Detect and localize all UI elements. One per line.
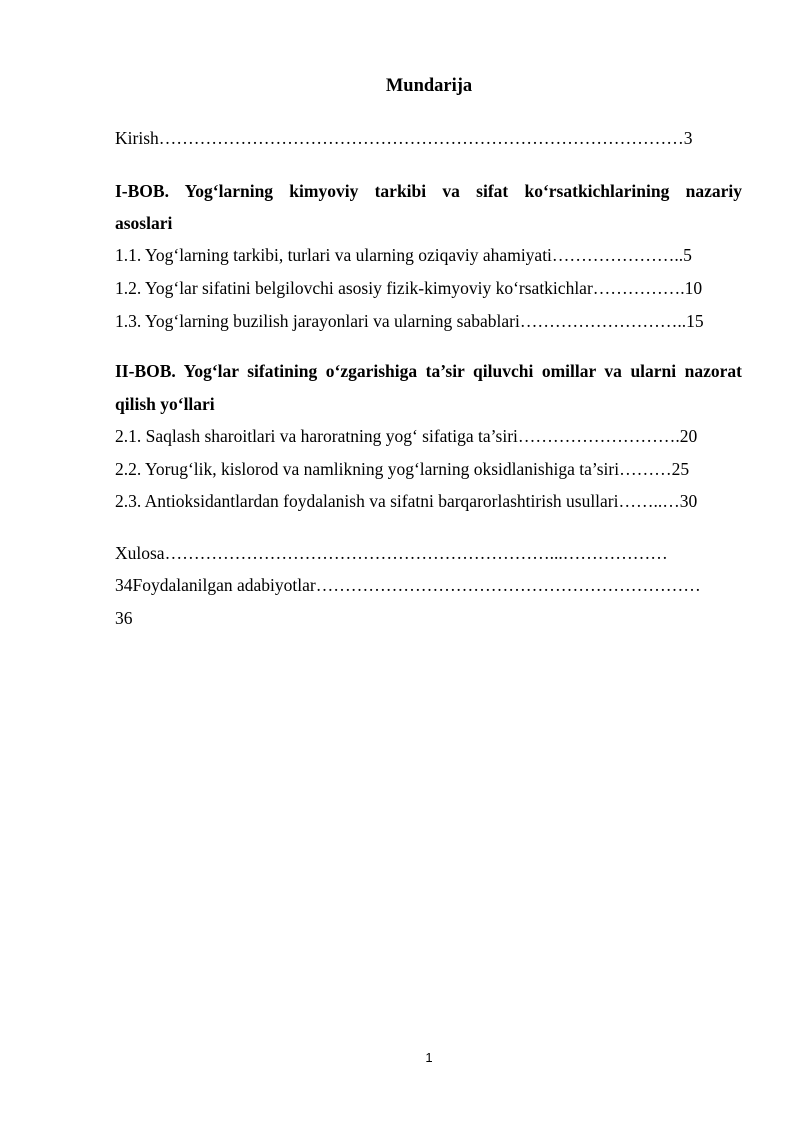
toc-chapter-2-heading: II-BOB. Yog‘lar sifatining o‘zgarishiga ta’sir qiluvchi omillar va ularni nazorat (115, 361, 742, 381)
toc-chapter-1-heading: I-BOB. Yog‘larning kimyoviy tarkibi va sifat ko‘rsatkichlarining nazariy (115, 181, 742, 201)
toc-entry-1-3: 1.3. Yog‘larning buzilish jarayonlari va ularning sabablari………………………..15 (115, 311, 704, 331)
toc-entry-adabiyotlar: 34Foydalanilgan adabiyotlar………………………………………………………… (115, 575, 701, 595)
page-number: 1 (425, 1050, 433, 1065)
toc-entry-xulosa: Xulosa…………………………………………………………...……………… (115, 543, 668, 563)
toc-entry-1-2: 1.2. Yog‘lar sifatini belgilovchi asosiy fizik-kimyoviy ko‘rsatkichlar…………….10 (115, 278, 703, 298)
toc-chapter-1-heading-cont: asoslari (115, 213, 173, 233)
toc-entry-2-2: 2.2. Yorug‘lik, kislorod va namlikning yog‘larning oksidlanishiga ta’siri………25 (115, 459, 690, 479)
toc-entry-2-1: 2.1. Saqlash sharoitlari va haroratning yog‘ sifatiga ta’siri……………………….20 (115, 426, 698, 446)
toc-entry-2-3: 2.3. Antioksidantlardan foydalanish va sifatni barqarorlashtirish usullari……..…30 (115, 491, 698, 511)
toc-entry-adabiyotlar-page: 36 (115, 608, 133, 628)
toc-entry-kirish: Kirish………………………………………………………………………………3 (115, 128, 693, 148)
toc-title: Mundarija (385, 76, 473, 96)
toc-entry-1-1: 1.1. Yog‘larning tarkibi, turlari va ularning oziqaviy ahamiyati…………………..5 (115, 245, 692, 265)
toc-chapter-2-heading-cont: qilish yo‘llari (115, 394, 215, 414)
